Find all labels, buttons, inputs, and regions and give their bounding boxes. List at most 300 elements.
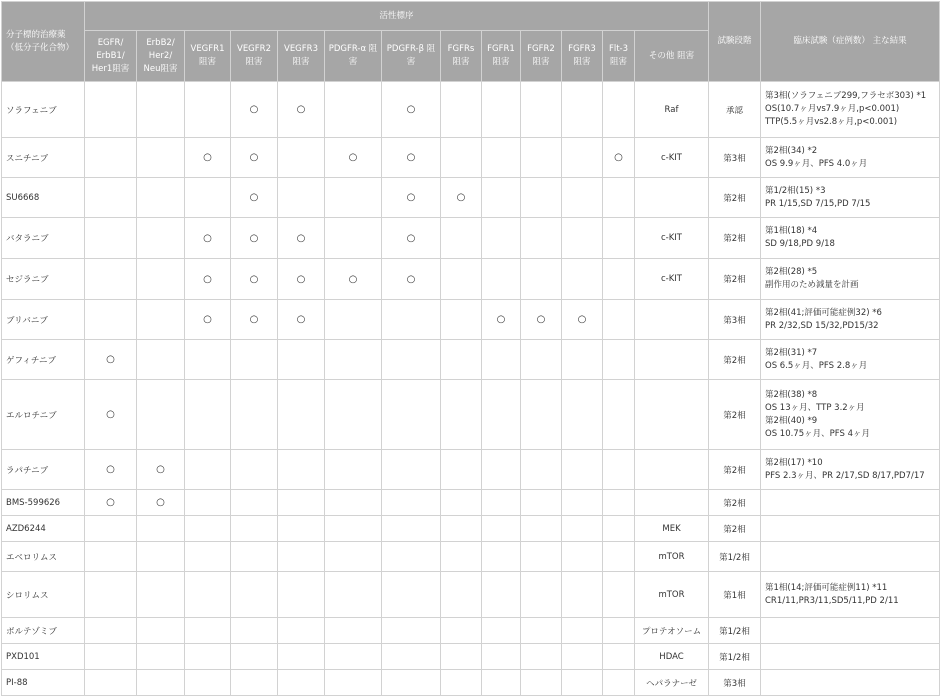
empty-cell	[521, 450, 562, 490]
empty-cell	[137, 516, 185, 542]
empty-cell	[521, 380, 562, 450]
empty-cell	[278, 138, 325, 178]
activity-mark: ○	[85, 380, 137, 450]
empty-cell	[382, 450, 441, 490]
activity-mark: ○	[85, 490, 137, 516]
activity-mark: ○	[382, 178, 441, 218]
empty-cell	[278, 572, 325, 618]
empty-cell	[137, 380, 185, 450]
empty-cell	[231, 516, 278, 542]
empty-cell	[482, 618, 521, 644]
empty-cell	[521, 340, 562, 380]
activity-mark: ○	[521, 300, 562, 340]
result-line: 第1相(18) *4	[765, 226, 818, 236]
empty-cell	[562, 138, 603, 178]
empty-cell	[325, 218, 382, 259]
trial-phase: 第2相	[709, 516, 761, 542]
result-line: 第2相(17) *10	[765, 457, 823, 468]
activity-mark: ○	[603, 138, 635, 178]
empty-cell	[441, 516, 482, 542]
empty-cell	[441, 644, 482, 670]
trial-phase: 第2相	[709, 178, 761, 218]
target-column-header: VEGFR1 阻害	[185, 31, 231, 82]
empty-cell	[85, 670, 137, 696]
other-target	[635, 340, 709, 380]
empty-cell	[562, 670, 603, 696]
empty-cell	[85, 300, 137, 340]
clinical-result	[761, 340, 940, 380]
empty-cell	[382, 300, 441, 340]
empty-cell	[325, 82, 382, 138]
clinical-result	[761, 259, 940, 300]
empty-cell	[231, 450, 278, 490]
empty-cell	[603, 450, 635, 490]
target-column-header: EGFR/ ErbB1/ Her1阻害	[85, 31, 137, 82]
table-row	[2, 380, 940, 450]
empty-cell	[185, 644, 231, 670]
trial-phase: 第1/2相	[709, 542, 761, 572]
result-line: OS 6.5ヶ月、PFS 2.8ヶ月	[765, 360, 868, 371]
result-line: 第3相(ソラフェニブ299,フラセボ303) *1	[765, 91, 927, 101]
clinical-result	[761, 380, 940, 450]
target-column-header: FGFR3 阻害	[562, 31, 603, 82]
trial-phase: 第3相	[709, 300, 761, 340]
empty-cell	[482, 490, 521, 516]
empty-cell	[382, 340, 441, 380]
empty-cell	[137, 300, 185, 340]
drug-name: PXD101	[2, 644, 85, 670]
result-line: 第2相(38) *8	[765, 389, 818, 400]
trial-phase: 第2相	[709, 218, 761, 259]
empty-cell	[441, 572, 482, 618]
empty-cell	[325, 178, 382, 218]
clinical-result	[761, 670, 940, 696]
empty-cell	[562, 490, 603, 516]
table-row	[2, 138, 940, 178]
empty-cell	[603, 178, 635, 218]
trial-phase: 第3相	[709, 670, 761, 696]
empty-cell	[562, 178, 603, 218]
activity-mark: ○	[278, 300, 325, 340]
empty-cell	[603, 300, 635, 340]
result-line: 第2相(28) *5	[765, 267, 818, 277]
trial-phase: 第2相	[709, 380, 761, 450]
empty-cell	[85, 618, 137, 644]
trial-phase: 第2相	[709, 490, 761, 516]
result-line: PFS 2.3ヶ月、PR 2/17,SD 8/17,PD7/17	[765, 470, 925, 481]
empty-cell	[185, 178, 231, 218]
activity-mark: ○	[231, 300, 278, 340]
empty-cell	[231, 572, 278, 618]
activity-mark: ○	[231, 138, 278, 178]
clinical-result	[761, 644, 940, 670]
table-row	[2, 572, 940, 618]
trial-phase: 第2相	[709, 340, 761, 380]
empty-cell	[231, 380, 278, 450]
empty-cell	[441, 82, 482, 138]
empty-cell	[562, 516, 603, 542]
trial-phase: 承認	[709, 82, 761, 138]
table-row	[2, 490, 940, 516]
empty-cell	[185, 542, 231, 572]
empty-cell	[603, 340, 635, 380]
drug-name: セジラニブ	[2, 259, 85, 300]
other-target: Raf	[635, 82, 709, 138]
activity-mark: ○	[85, 340, 137, 380]
empty-cell	[521, 572, 562, 618]
result-line: PR 2/32,SD 15/32,PD15/32	[765, 320, 879, 331]
trial-phase: 第1/2相	[709, 644, 761, 670]
empty-cell	[521, 218, 562, 259]
activity-mark: ○	[278, 218, 325, 259]
empty-cell	[562, 542, 603, 572]
empty-cell	[482, 670, 521, 696]
result-line: 第2相(40) *9	[765, 415, 818, 426]
empty-cell	[185, 572, 231, 618]
result-line: CR1/11,PR3/11,SD5/11,PD 2/11	[765, 595, 899, 606]
empty-cell	[482, 516, 521, 542]
empty-cell	[482, 178, 521, 218]
result-line: 第1相(14;評価可能症例11) *11	[765, 582, 888, 593]
empty-cell	[562, 259, 603, 300]
empty-cell	[137, 618, 185, 644]
empty-cell	[521, 542, 562, 572]
empty-cell	[382, 542, 441, 572]
other-target: c-KIT	[635, 218, 709, 259]
empty-cell	[325, 572, 382, 618]
empty-cell	[137, 82, 185, 138]
result-line: 第2相(31) *7	[765, 347, 818, 358]
empty-cell	[521, 259, 562, 300]
empty-cell	[137, 178, 185, 218]
activity-mark: ○	[382, 82, 441, 138]
empty-cell	[441, 450, 482, 490]
other-target: c-KIT	[635, 138, 709, 178]
empty-cell	[137, 670, 185, 696]
empty-cell	[85, 644, 137, 670]
empty-cell	[382, 516, 441, 542]
empty-cell	[278, 450, 325, 490]
activity-mark: ○	[231, 178, 278, 218]
target-column-header: PDGFR-β 阻害	[382, 31, 441, 82]
table-row	[2, 644, 940, 670]
empty-cell	[603, 644, 635, 670]
activity-mark: ○	[185, 218, 231, 259]
result-line: 第2相(34) *2	[765, 145, 818, 156]
drug-name: スニチニブ	[2, 138, 85, 178]
drug-name: SU6668	[2, 178, 85, 218]
empty-cell	[482, 82, 521, 138]
drug-table	[1, 1, 940, 696]
empty-cell	[562, 340, 603, 380]
empty-cell	[482, 340, 521, 380]
table-body	[2, 82, 940, 696]
empty-cell	[278, 380, 325, 450]
drug-name: エルロチニブ	[2, 380, 85, 450]
target-column-header: ErbB2/ Her2/ Neu阻害	[137, 31, 185, 82]
empty-cell	[382, 572, 441, 618]
empty-cell	[325, 380, 382, 450]
empty-cell	[521, 490, 562, 516]
empty-cell	[441, 490, 482, 516]
empty-cell	[482, 380, 521, 450]
empty-cell	[441, 259, 482, 300]
empty-cell	[325, 300, 382, 340]
empty-cell	[85, 82, 137, 138]
empty-cell	[441, 138, 482, 178]
phase-column-header: 試験段階	[709, 2, 761, 82]
result-line: 副作用のため減量を計画	[765, 280, 859, 290]
drug-name: ゲフィチニブ	[2, 340, 85, 380]
target-column-header: FGFRs 阻害	[441, 31, 482, 82]
result-line: PR 1/15,SD 7/15,PD 7/15	[765, 198, 871, 209]
target-column-header: Flt-3 阻害	[603, 31, 635, 82]
empty-cell	[603, 516, 635, 542]
empty-cell	[278, 340, 325, 380]
target-column-header: その他 阻害	[635, 31, 709, 82]
result-line: TTP(5.5ヶ月vs2.8ヶ月,p<0.001)	[765, 117, 898, 127]
empty-cell	[441, 340, 482, 380]
clinical-result	[761, 218, 940, 259]
clinical-result	[761, 618, 940, 644]
empty-cell	[521, 618, 562, 644]
empty-cell	[382, 618, 441, 644]
other-target	[635, 490, 709, 516]
empty-cell	[85, 178, 137, 218]
empty-cell	[85, 516, 137, 542]
empty-cell	[482, 138, 521, 178]
other-target	[635, 450, 709, 490]
activity-mark: ○	[185, 259, 231, 300]
drug-name: BMS-599626	[2, 490, 85, 516]
empty-cell	[562, 572, 603, 618]
other-target: c-KIT	[635, 259, 709, 300]
empty-cell	[382, 490, 441, 516]
result-line: OS(10.7ヶ月vs7.9ヶ月,p<0.001)	[765, 104, 900, 114]
empty-cell	[278, 516, 325, 542]
empty-cell	[603, 218, 635, 259]
drug-column-header: 分子標的治療薬（低分子化合物）	[2, 2, 85, 82]
trial-phase: 第3相	[709, 138, 761, 178]
activity-mark: ○	[382, 218, 441, 259]
empty-cell	[603, 618, 635, 644]
empty-cell	[85, 259, 137, 300]
empty-cell	[137, 138, 185, 178]
other-target	[635, 300, 709, 340]
result-line: OS 10.75ヶ月、PFS 4ヶ月	[765, 428, 870, 439]
clinical-result	[761, 490, 940, 516]
empty-cell	[521, 82, 562, 138]
empty-cell	[325, 644, 382, 670]
empty-cell	[325, 670, 382, 696]
activity-mark: ○	[231, 218, 278, 259]
other-target	[635, 380, 709, 450]
empty-cell	[325, 618, 382, 644]
empty-cell	[278, 618, 325, 644]
empty-cell	[382, 644, 441, 670]
empty-cell	[562, 618, 603, 644]
empty-cell	[137, 572, 185, 618]
empty-cell	[325, 450, 382, 490]
result-line: OS 13ヶ月、TTP 3.2ヶ月	[765, 402, 865, 413]
empty-cell	[521, 644, 562, 670]
clinical-result	[761, 572, 940, 618]
empty-cell	[137, 340, 185, 380]
clinical-result	[761, 138, 940, 178]
activity-mark: ○	[85, 450, 137, 490]
empty-cell	[603, 82, 635, 138]
empty-cell	[231, 490, 278, 516]
drug-name: シロリムス	[2, 572, 85, 618]
empty-cell	[562, 450, 603, 490]
empty-cell	[185, 490, 231, 516]
empty-cell	[185, 450, 231, 490]
clinical-result	[761, 82, 940, 138]
empty-cell	[137, 259, 185, 300]
empty-cell	[231, 542, 278, 572]
empty-cell	[325, 490, 382, 516]
empty-cell	[603, 670, 635, 696]
empty-cell	[278, 670, 325, 696]
table-row	[2, 178, 940, 218]
trial-phase: 第2相	[709, 450, 761, 490]
target-column-header: FGFR2 阻害	[521, 31, 562, 82]
empty-cell	[603, 490, 635, 516]
empty-cell	[231, 618, 278, 644]
empty-cell	[185, 82, 231, 138]
empty-cell	[231, 670, 278, 696]
drug-name: ソラフェニブ	[2, 82, 85, 138]
other-target: プロテオソーム	[635, 618, 709, 644]
drug-name: AZD6244	[2, 516, 85, 542]
target-column-header: VEGFR2 阻害	[231, 31, 278, 82]
activity-mark: ○	[482, 300, 521, 340]
empty-cell	[278, 178, 325, 218]
target-column-header: PDGFR-α 阻害	[325, 31, 382, 82]
table-row	[2, 618, 940, 644]
activity-mark: ○	[231, 82, 278, 138]
activity-mark: ○	[137, 450, 185, 490]
clinical-result	[761, 178, 940, 218]
empty-cell	[185, 618, 231, 644]
empty-cell	[482, 450, 521, 490]
empty-cell	[482, 644, 521, 670]
empty-cell	[603, 259, 635, 300]
empty-cell	[85, 138, 137, 178]
table-row	[2, 300, 940, 340]
empty-cell	[441, 300, 482, 340]
empty-cell	[231, 644, 278, 670]
empty-cell	[521, 178, 562, 218]
other-target: mTOR	[635, 572, 709, 618]
empty-cell	[603, 380, 635, 450]
empty-cell	[85, 542, 137, 572]
trial-phase: 第1/2相	[709, 618, 761, 644]
other-target: HDAC	[635, 644, 709, 670]
empty-cell	[382, 380, 441, 450]
drug-name: ボルテゾミブ	[2, 618, 85, 644]
result-line: OS 9.9ヶ月、PFS 4.0ヶ月	[765, 158, 868, 169]
empty-cell	[185, 340, 231, 380]
clinical-result	[761, 300, 940, 340]
empty-cell	[278, 490, 325, 516]
target-column-header: FGFR1 阻害	[482, 31, 521, 82]
table-row	[2, 516, 940, 542]
spectrum-header: 活性標序	[85, 2, 709, 31]
other-target	[635, 178, 709, 218]
empty-cell	[85, 572, 137, 618]
empty-cell	[185, 516, 231, 542]
activity-mark: ○	[382, 259, 441, 300]
empty-cell	[382, 670, 441, 696]
activity-mark: ○	[382, 138, 441, 178]
empty-cell	[441, 618, 482, 644]
empty-cell	[482, 259, 521, 300]
empty-cell	[482, 218, 521, 259]
empty-cell	[603, 542, 635, 572]
table-row	[2, 670, 940, 696]
empty-cell	[325, 542, 382, 572]
empty-cell	[231, 340, 278, 380]
empty-cell	[85, 218, 137, 259]
clinical-column-header: 臨床試験（症例数） 主な結果	[761, 2, 940, 82]
empty-cell	[482, 572, 521, 618]
clinical-result	[761, 450, 940, 490]
empty-cell	[521, 670, 562, 696]
activity-mark: ○	[325, 138, 382, 178]
empty-cell	[278, 644, 325, 670]
activity-mark: ○	[278, 259, 325, 300]
other-target: ヘパラナーゼ	[635, 670, 709, 696]
empty-cell	[603, 572, 635, 618]
empty-cell	[562, 644, 603, 670]
table-row	[2, 82, 940, 138]
empty-cell	[441, 670, 482, 696]
activity-mark: ○	[185, 138, 231, 178]
empty-cell	[185, 670, 231, 696]
trial-phase: 第1相	[709, 572, 761, 618]
table-row	[2, 218, 940, 259]
target-column-header: VEGFR3 阻害	[278, 31, 325, 82]
empty-cell	[562, 82, 603, 138]
empty-cell	[137, 218, 185, 259]
empty-cell	[325, 516, 382, 542]
empty-cell	[562, 380, 603, 450]
other-target: MEK	[635, 516, 709, 542]
table-row	[2, 542, 940, 572]
activity-mark: ○	[325, 259, 382, 300]
table-row	[2, 340, 940, 380]
empty-cell	[562, 218, 603, 259]
empty-cell	[137, 542, 185, 572]
trial-phase: 第2相	[709, 259, 761, 300]
drug-name: ブリバニブ	[2, 300, 85, 340]
activity-mark: ○	[278, 82, 325, 138]
activity-mark: ○	[137, 490, 185, 516]
result-line: SD 9/18,PD 9/18	[765, 239, 835, 249]
drug-name: エベロリムス	[2, 542, 85, 572]
clinical-result	[761, 542, 940, 572]
activity-mark: ○	[185, 300, 231, 340]
empty-cell	[441, 542, 482, 572]
drug-name: ラパチニブ	[2, 450, 85, 490]
activity-mark: ○	[231, 259, 278, 300]
empty-cell	[482, 542, 521, 572]
other-target: mTOR	[635, 542, 709, 572]
activity-mark: ○	[441, 178, 482, 218]
table-row	[2, 450, 940, 490]
clinical-result	[761, 516, 940, 542]
